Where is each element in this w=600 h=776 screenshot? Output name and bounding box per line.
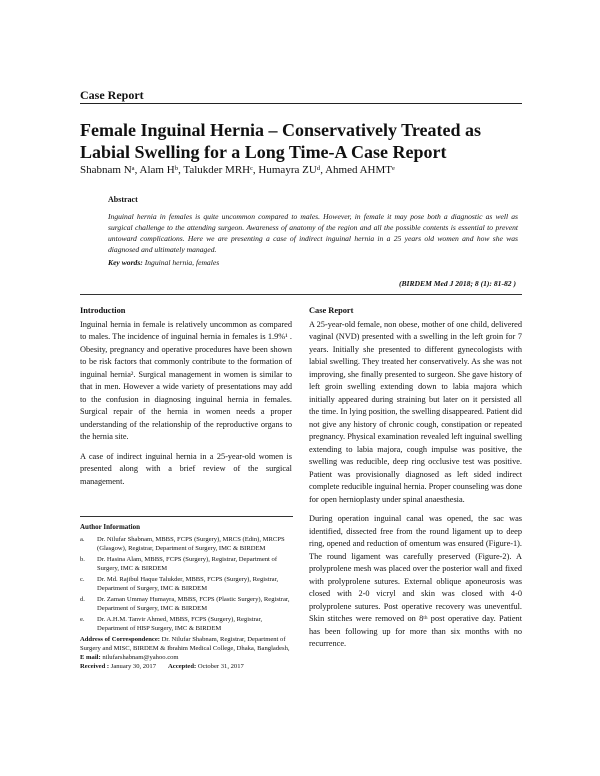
introduction-paragraph-2: A case of indirect inguinal hernia in a 25-year-old women is presented along with a brief review of the surgical management. <box>80 451 292 486</box>
address-label: Address of Correspondence: <box>80 636 160 643</box>
left-column <box>80 305 292 488</box>
email-label: E mail: <box>80 654 101 661</box>
author-info-item <box>80 615 293 633</box>
author-info-item <box>80 595 293 613</box>
author-info-letter: a. <box>80 536 85 543</box>
author-info-letter: b. <box>80 556 85 563</box>
received-label: Received : <box>80 663 110 670</box>
section-label-rule <box>80 103 522 104</box>
author-info-letter: c. <box>80 576 85 583</box>
abstract-text: Inguinal hernia in females is quite uncommon compared to males. However, in female it may pose both a diagnostic as well as surgical challenge to the attending surgeon. Awareness of anatomy of the region and all the possible contents is essential to prevent untoward complications. Here we are presenting a case of indirect inguinal hernia in a 25 years old women and how she was diagnosed and ultimately managed. <box>108 212 518 254</box>
address-text: Dr. Nilufar Shabnam, Registrar, Department of Surgery and MISC, BIRDEM & Ibrahim Medical College, Dhaka, Bangladesh, <box>80 636 290 652</box>
section-label: Case Report <box>80 88 144 102</box>
keywords-label: Key words: <box>108 258 143 267</box>
abstract <box>108 194 518 268</box>
author-info-letter: e. <box>80 616 85 623</box>
right-column <box>309 305 522 651</box>
author-info-item <box>80 575 293 593</box>
author-info-text: Dr. Md. Rajibul Haque Talukder, MBBS, FCPS (Surgery), Registrar, Department of Surgery, IMC & BIRDEM <box>97 576 279 592</box>
author-info-item <box>80 535 293 553</box>
accepted-label: Accepted: <box>168 663 197 670</box>
keywords <box>108 257 518 268</box>
correspondence-address <box>80 635 293 662</box>
author-info-text: Dr. Hasina Alam, MBBS, FCPS (Surgery), Registrar, Department of Surgery, IMC & BIRDEM <box>97 556 278 572</box>
author-information <box>80 512 293 671</box>
citation: (BIRDEM Med J 2018; 8 (1): 81-82 ) <box>398 279 516 288</box>
received-date: January 30, 2017 <box>109 663 156 670</box>
case-report-paragraph-2: During operation inguinal canal was opened, the sac was identified, dissected free from the round ligament up to deep ring, opened and reduction of omentum was ensured (Figure-1). The round ligament was carefully preserved (Figure-2). A prolyprolene mesh was placed over the posterior wall and fixed with prolyprolene sutures. External oblique aponeurosis was closed with 2-0 vicryl and skin was closed with 4-0 prolyprolene sutures. Post operative recovery was uneventful. Skin stitches were removed on 8ᵗʰ post operative day. Patient has been following up for more than six months with no recurrence. <box>309 514 522 648</box>
author-info-item <box>80 555 293 573</box>
case-report-paragraph-1: A 25-year-old female, non obese, mother of one child, delivered vaginal (NVD) presented with a swelling in the left groin for 7 years. Initially she presented to different gynecologists with labial swelling. They treated her conservatively. As she was not improving, she finally presented to surgeon. She gave history of left groin swelling extending down to labia majora which initially appeared during straining but later on it persisted all the time. In lying position, the swelling disappeared. Patient did not give any history of chronic cough, constipation or repeated pregnancy. Physical examination revealed left inguinal swelling extending to labia majora, cough impulse was positive, the swelling was reducible, deep ring occlusive test was positive. Patient was provisionally diagnosed as left sided indirect complete reducible inguinal hernia. Proper counseling was done for open hernioplasty under spinal anaesthesia. <box>309 319 522 504</box>
citation-rule <box>80 294 522 295</box>
abstract-heading: Abstract <box>108 195 138 204</box>
author-info-heading: Author Information <box>80 523 140 531</box>
author-info-rule <box>80 516 293 517</box>
introduction-paragraph-1: Inguinal hernia in female is relatively uncommon as compared to males. The incidence of inguinal hernia in females is 1.9%¹ . Obesity, pregnancy and operative procedures have been shown to be risk factors that commonly contribute to the formation of inguinal hernia². Surgical management in women is similar to that in men. However a wide variety of presentations may add to the confusion in diagnosing inguinal hernia in females. Surgical repair of the hernia in women needs a proper understanding of the relationship of the reproductive organs to the hernia site. <box>80 319 292 441</box>
article-dates <box>80 662 293 671</box>
author-info-text: Dr. Nilufar Shabnam, MBBS, FCPS (Surgery), MRCS (Edin), MRCPS (Glasgow), Registrar, Department of Surgery, IMC & BIRDEM <box>97 536 285 552</box>
keywords-text: Inguinal hernia, females <box>144 258 220 267</box>
author-info-text: Dr. Zaman Ummay Humayra, MBBS, FCPS (Plastic Surgery), Registrar, Department of Surgery, IMC & BIRDEM <box>97 596 290 612</box>
article-title: Female Inguinal Hernia – Conservatively Treated as Labial Swelling for a Long Time-A Case Report <box>80 120 481 162</box>
author-info-letter: d. <box>80 596 85 603</box>
email-address: nilufarshabnam@yahoo.com <box>100 654 179 661</box>
accepted-date: October 31, 2017 <box>196 663 244 670</box>
author-info-text: Dr. A.H.M. Tanvir Ahmed, MBBS, FCPS (Surgery), Registrar, Department of HBP Surgery, IMC & BIRDEM <box>97 616 263 632</box>
case-report-heading: Case Report <box>309 306 354 315</box>
author-list: Shabnam Nᵃ, Alam Hᵇ, Talukder MRHᶜ, Humayra ZUᵈ, Ahmed AHMTᵉ <box>80 164 395 176</box>
introduction-heading: Introduction <box>80 306 126 315</box>
